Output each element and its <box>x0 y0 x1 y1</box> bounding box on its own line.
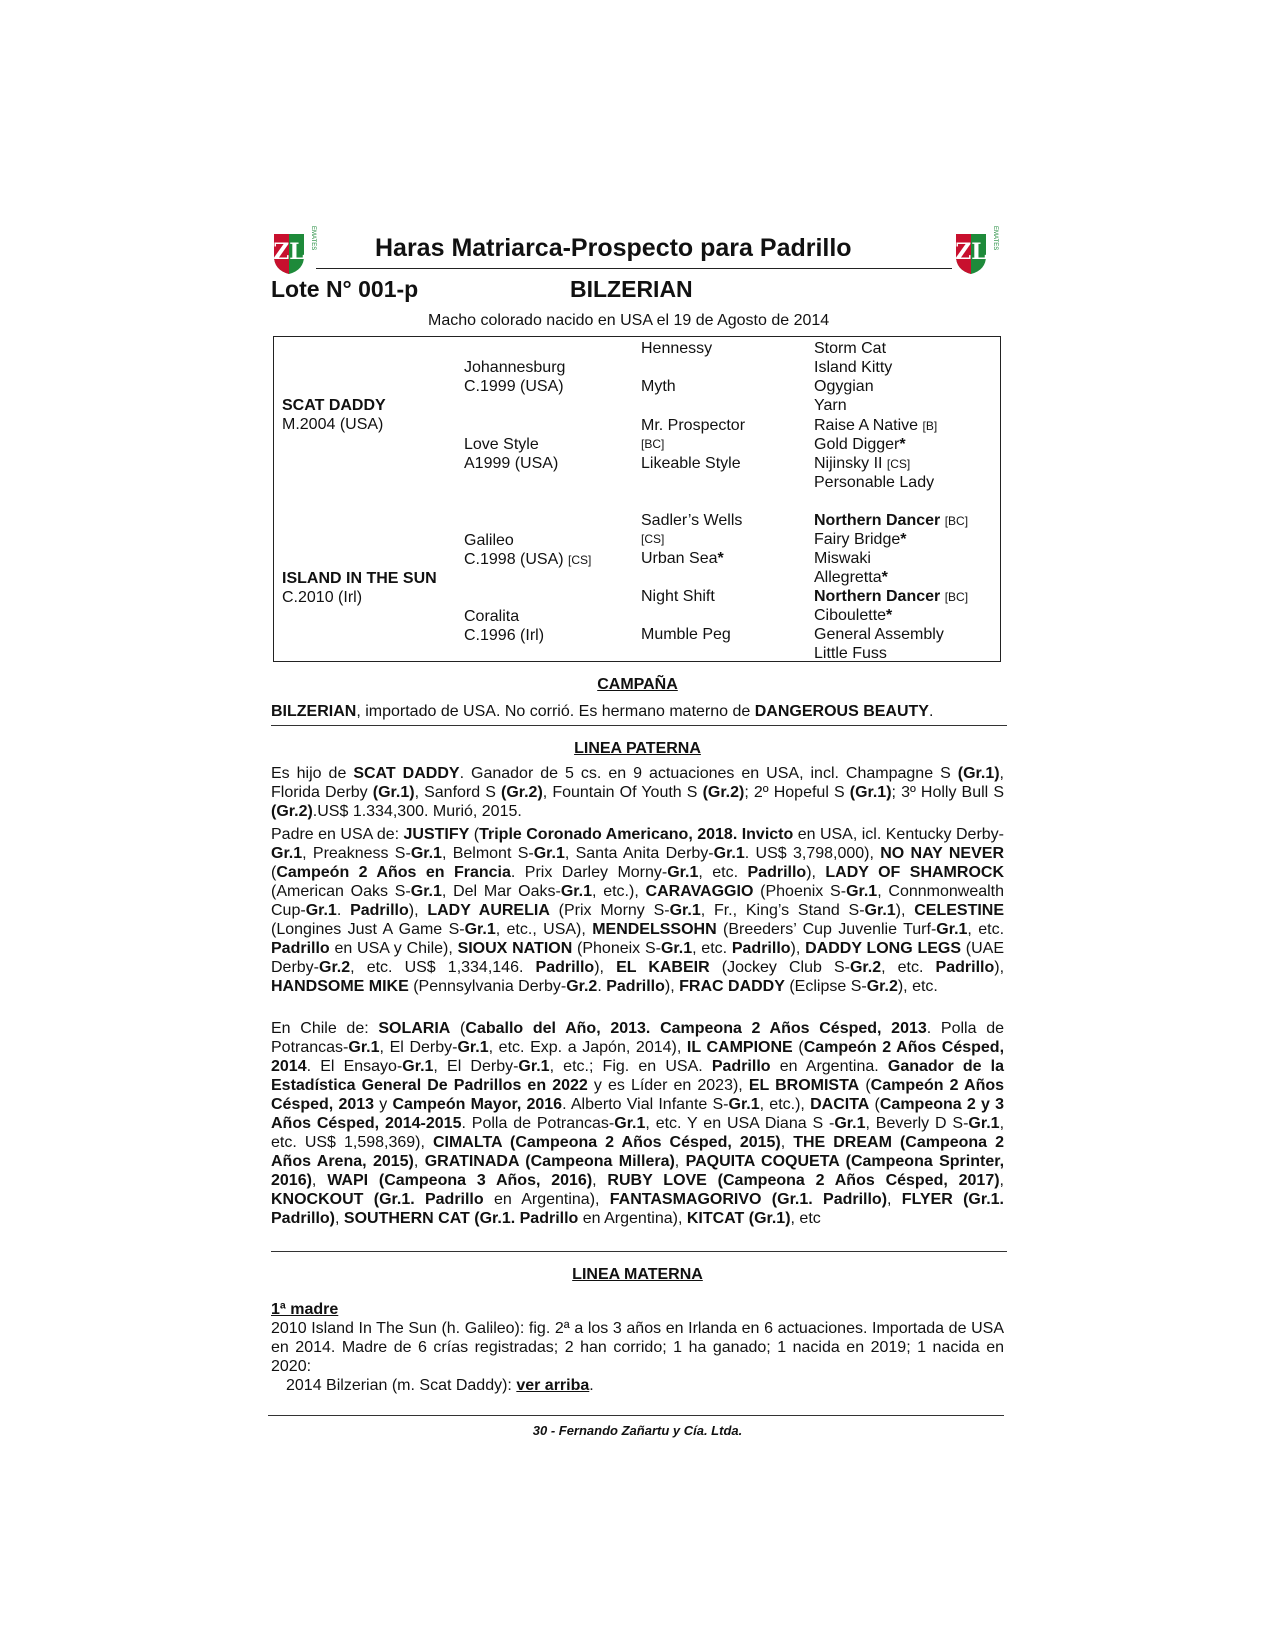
sire-info: M.2004 (USA) <box>282 416 384 433</box>
text-run: WAPI (Campeona 3 Años, 2016) <box>327 1172 593 1189</box>
text-run: Padrillo <box>747 864 807 881</box>
text-run: Padrillo <box>535 959 595 976</box>
text-run: IL CAMPIONE <box>686 1039 793 1056</box>
materna-heading: LINEA MATERNA <box>572 1266 703 1283</box>
text-run: EL BROMISTA <box>748 1077 860 1094</box>
g3-sadlers-wells: Sadler’s Wells <box>641 512 743 529</box>
text-run: , Fountain Of Youth S <box>542 784 703 801</box>
text-run: , Sanford S <box>414 784 501 801</box>
text-run: , etc. <box>698 864 748 881</box>
text-run: ( <box>469 826 480 843</box>
g3-urban-sea: Urban Sea* <box>641 550 724 567</box>
sire-dam-name: Love Style <box>464 436 539 453</box>
text-run: (Gr.2) <box>500 784 543 801</box>
text-run: SOLARIA <box>378 1020 451 1037</box>
text-run: NO NAY NEVER <box>880 845 1005 862</box>
text-run: , etc.), <box>592 883 646 900</box>
text-run: FRAC DADDY <box>679 978 785 995</box>
g4-island-kitty: Island Kitty <box>814 359 893 376</box>
text-run: Es hijo de <box>271 765 354 782</box>
text-run: , etc.; Fig. en USA. <box>549 1058 712 1075</box>
paterna-paragraph-2 <box>271 825 1004 996</box>
campana-text: BILZERIAN, importado de USA. No corrió. Es hermano materno de DANGEROUS BEAUTY. <box>271 703 934 720</box>
text-run: Gr.1 <box>348 1039 380 1056</box>
text-run: Gr.1 <box>305 902 337 919</box>
horse-name: BILZERIAN <box>570 276 693 302</box>
text-run: , <box>999 1172 1004 1189</box>
g3-myth: Myth <box>641 378 676 395</box>
text-run: ), <box>994 959 1005 976</box>
text-run: , Preakness S- <box>302 845 411 862</box>
text-run: ( <box>869 1096 880 1113</box>
text-run: Caballo del Año, 2013. Campeona 2 Años Césped, 2013 <box>465 1020 927 1037</box>
text-run: . Ganador de 5 cs. en 9 actuaciones en USA, incl. Champagne S <box>459 765 958 782</box>
text-run: ), <box>594 959 617 976</box>
text-run: (Eclipse S- <box>784 978 867 995</box>
text-run: (Gr.2) <box>271 803 313 820</box>
text-run: , El Derby- <box>433 1058 519 1075</box>
text-run: PAQUITA COQUETA (Campeona Sprinter, 2016) <box>271 1153 1005 1189</box>
footer-divider <box>268 1415 1004 1416</box>
text-run: Gr.1 <box>713 845 745 862</box>
text-run: , <box>335 1210 344 1227</box>
text-run: . Alberto Vial Infante S- <box>562 1096 729 1113</box>
g3-hennessy: Hennessy <box>641 340 713 357</box>
text-run: ( <box>859 1077 871 1094</box>
text-run: Gr.1 <box>660 940 693 957</box>
text-run: Padrillo <box>935 959 995 976</box>
text-run: . Prix Darley Morny- <box>510 864 668 881</box>
text-run: (Pennsylvania Derby- <box>408 978 567 995</box>
svg-text:REMATES: REMATES <box>992 226 998 251</box>
text-run: , <box>674 1153 686 1170</box>
text-run: , Beverly D S- <box>865 1115 969 1132</box>
offspring-entry: 2014 Bilzerian (m. Scat Daddy): ver arriba. <box>286 1377 594 1394</box>
g3-night-shift: Night Shift <box>641 588 715 605</box>
text-run: Campeón 2 Años Césped, 2013 <box>271 1077 1005 1113</box>
sire-dam-info: A1999 (USA) <box>464 455 559 472</box>
text-run: (Longines Just A Game S- <box>271 921 465 938</box>
text-run: , <box>780 1134 794 1151</box>
g4-fairy-bridge: Fairy Bridge* <box>814 531 907 548</box>
text-run: Campeón 2 Años Césped, 2014 <box>271 1039 1005 1075</box>
text-run: (Phoneix S- <box>572 940 661 957</box>
text-run: en Argentina. <box>770 1058 888 1075</box>
text-run: RUBY LOVE (Campeona 2 Años Césped, 2017) <box>607 1172 1000 1189</box>
g4-personable-lady: Personable Lady <box>814 474 935 491</box>
text-run: , <box>311 1172 328 1189</box>
text-run: Padre en USA de: <box>271 826 404 843</box>
text-run: , etc. Exp. a Japón, 2014), <box>488 1039 687 1056</box>
zl-remates-logo-right <box>950 226 1000 276</box>
text-run: (Gr.1) <box>957 765 1000 782</box>
text-run: EL KABEIR <box>616 959 710 976</box>
text-run: ; 2º Hopeful S <box>744 784 850 801</box>
text-run: Gr.1 <box>846 883 878 900</box>
text-run: DACITA <box>810 1096 870 1113</box>
text-run: , etc. US$ 1,334,146. <box>350 959 536 976</box>
text-run: DADDY LONG LEGS <box>805 940 962 957</box>
text-run: , etc. US$ 1,598,369), <box>271 1115 1005 1151</box>
text-run: . Polla de Potrancas- <box>271 1020 1004 1056</box>
paterna-paragraph-1 <box>271 764 1004 821</box>
text-run: , Florida Derby <box>271 765 1004 801</box>
page-title: Haras Matriarca-Prospecto para Padrillo <box>375 234 852 262</box>
zl-remates-logo-left <box>268 226 318 276</box>
text-run: , Santa Anita Derby- <box>564 845 714 862</box>
text-run: en Argentina), <box>483 1191 610 1208</box>
g4-ciboulette: Ciboulette* <box>814 607 893 624</box>
text-run: Gr.1 <box>464 921 496 938</box>
first-dam-label: 1ª madre <box>271 1301 339 1318</box>
text-run: Gr.1 <box>518 1058 550 1075</box>
svg-text:ZL: ZL <box>955 239 987 265</box>
text-run: JUSTIFY <box>403 826 470 843</box>
svg-text:ZL: ZL <box>273 239 305 265</box>
text-run: HANDSOME MIKE <box>271 978 409 995</box>
text-run: en Argentina), <box>578 1210 687 1227</box>
dam-info: C.2010 (Irl) <box>282 589 363 606</box>
paterna-paragraph-3 <box>271 1019 1004 1228</box>
text-run: ), etc. <box>897 978 938 995</box>
text-run: GRATINADA (Campeona Millera) <box>424 1153 675 1170</box>
g3-mr-prospector: Mr. Prospector <box>641 417 746 434</box>
g4-storm-cat: Storm Cat <box>814 340 887 357</box>
paterna-heading: LINEA PATERNA <box>574 740 701 757</box>
pedigree-table <box>273 336 1001 662</box>
text-run: Gr.1 <box>457 1039 489 1056</box>
text-run: Gr.1 <box>271 845 303 862</box>
text-run: SCAT DADDY <box>353 765 460 782</box>
text-run: , El Derby- <box>379 1039 458 1056</box>
dam-name: ISLAND IN THE SUN <box>282 570 437 587</box>
section-divider <box>271 1251 1007 1252</box>
dam-sire-name: Galileo <box>464 532 514 549</box>
g4-allegretta: Allegretta* <box>814 569 888 586</box>
first-dam-text: 2010 Island In The Sun (h. Galileo): fig. 2ª a los 3 años en Irlanda en 6 actuaciones. Importada de USA en 2014. Madre de 6 crías registradas; 2 han corrido; 1 ha ganado; 1 nacida en 2019; 1 nacida en 2020: <box>271 1320 1004 1375</box>
text-run: MENDELSSOHN <box>592 921 717 938</box>
text-run: ), <box>790 940 806 957</box>
text-run: . Polla de Potrancas- <box>461 1115 615 1132</box>
text-run: Gr.1 <box>614 1115 646 1132</box>
text-run: Gr.1 <box>533 845 565 862</box>
g4-gold-digger: Gold Digger* <box>814 436 906 453</box>
text-run: (Breeders’ Cup Juvenlie Turf- <box>716 921 937 938</box>
g3-sadlers-wells-tag: [CS] <box>641 532 665 546</box>
text-run: Gr.1 <box>560 883 592 900</box>
dam-dam-name: Coralita <box>464 608 520 625</box>
page-footer: 30 - Fernando Zañartu y Cía. Ltda. <box>532 1423 743 1438</box>
text-run: ), <box>806 864 826 881</box>
g3-mr-prospector-tag: [BC] <box>641 437 665 451</box>
text-run: Gr.1 <box>669 902 701 919</box>
text-run: ( <box>450 1020 466 1037</box>
text-run: Gr.1 <box>410 845 442 862</box>
text-run: Padrillo <box>271 940 330 957</box>
sire-sire-info: C.1999 (USA) <box>464 378 564 395</box>
text-run: , Fr., King’s Stand S- <box>700 902 865 919</box>
text-run: ), <box>664 978 680 995</box>
text-run: , <box>887 1191 902 1208</box>
text-run: Gr.2 <box>849 959 882 976</box>
text-run: CARAVAGGIO <box>645 883 754 900</box>
text-run: , Connmonwealth Cup- <box>271 883 1005 919</box>
text-run: y <box>374 1096 393 1113</box>
text-run: SOUTHERN CAT (Gr.1. Padrillo <box>343 1210 579 1227</box>
text-run: CIMALTA (Campeona 2 Años Césped, 2015) <box>432 1134 781 1151</box>
text-run: . <box>597 978 607 995</box>
text-run: en USA y Chile), <box>329 940 458 957</box>
section-divider <box>271 725 1007 726</box>
lot-number: Lote N° 001-p <box>271 276 419 302</box>
text-run: en USA, icl. Kentucky Derby- <box>793 826 1005 843</box>
text-run: Padrillo <box>731 940 791 957</box>
g4-ogygian: Ogygian <box>814 378 874 395</box>
text-run: (UAE Derby- <box>271 940 1005 976</box>
text-run: THE DREAM (Campeona 2 Años Arena, 2015) <box>271 1134 1004 1170</box>
g4-northern-dancer-2: Northern Dancer [BC] <box>814 588 969 605</box>
text-run: (Gr.2) <box>702 784 745 801</box>
text-run: SIOUX NATION <box>457 940 573 957</box>
text-run: Campeón Mayor, 2016 <box>392 1096 563 1113</box>
text-run: , etc. <box>881 959 936 976</box>
text-run: , etc.), <box>759 1096 811 1113</box>
text-run: (Phoenix S- <box>753 883 847 900</box>
g4-yarn: Yarn <box>814 397 847 414</box>
text-run: Gr.1 <box>968 1115 1000 1132</box>
text-run: , <box>592 1172 608 1189</box>
text-run: (Gr.1) <box>849 784 892 801</box>
text-run: Gr.2 <box>319 959 351 976</box>
g4-little-fuss: Little Fuss <box>814 645 887 662</box>
text-run: Gr.2 <box>866 978 898 995</box>
text-run: KITCAT (Gr.1) <box>686 1210 791 1227</box>
g4-northern-dancer-1: Northern Dancer [BC] <box>814 512 969 529</box>
text-run: Campeón 2 Años en Francia <box>276 864 511 881</box>
g4-general-assembly: General Assembly <box>814 626 944 643</box>
text-run: . <box>336 902 351 919</box>
text-run: , etc. Y en USA Diana S - <box>645 1115 835 1132</box>
text-run: Ganador de la Estadística General De Padrillos en 2022 <box>271 1058 1004 1094</box>
text-run: Gr.1 <box>402 1058 434 1075</box>
text-run: . El Ensayo- <box>306 1058 403 1075</box>
text-run: (Gr.1) <box>372 784 415 801</box>
text-run: , etc <box>790 1210 821 1227</box>
text-run: . US$ 3,798,000), <box>744 845 881 862</box>
text-run: ), <box>895 902 915 919</box>
text-run: ), <box>408 902 428 919</box>
dam-sire-info: C.1998 (USA) [CS] <box>464 551 592 568</box>
text-run: ( <box>792 1039 804 1056</box>
text-run: FLYER (Gr.1. Padrillo) <box>271 1191 1004 1227</box>
text-run: ; 3º Holly Bull S <box>891 784 1004 801</box>
ver-arriba-link[interactable]: ver arriba <box>516 1377 590 1394</box>
text-run: (American Oaks S- <box>271 883 411 900</box>
text-run: , etc., USA), <box>495 921 593 938</box>
campana-heading: CAMPAÑA <box>597 676 678 693</box>
g4-raise-a-native: Raise A Native [B] <box>814 417 938 434</box>
g4-miswaki: Miswaki <box>814 550 871 567</box>
horse-description: Macho colorado nacido en USA el 19 de Agosto de 2014 <box>428 312 830 329</box>
text-run: , <box>413 1153 425 1170</box>
text-run: LADY AURELIA <box>427 902 550 919</box>
svg-text:REMATES: REMATES <box>310 226 316 251</box>
text-run: KNOCKOUT (Gr.1. Padrillo <box>271 1191 484 1208</box>
text-run: , etc. <box>967 921 1005 938</box>
text-run: Gr.1 <box>834 1115 866 1132</box>
text-run: Triple Coronado Americano, 2018. Invicto <box>479 826 794 843</box>
text-run: Gr.1 <box>936 921 968 938</box>
text-run: .US$ 1.334,300. Murió, 2015. <box>312 803 522 820</box>
text-run: LADY OF SHAMROCK <box>825 864 1004 881</box>
text-run: (Jockey Club S- <box>709 959 850 976</box>
g3-mumble-peg: Mumble Peg <box>641 626 731 643</box>
text-run: , Del Mar Oaks- <box>441 883 561 900</box>
text-run: Gr.1 <box>728 1096 760 1113</box>
sire-sire-name: Johannesburg <box>464 359 566 376</box>
header-divider <box>316 268 952 269</box>
text-run: ( <box>271 864 277 881</box>
dam-dam-info: C.1996 (Irl) <box>464 627 545 644</box>
text-run: Gr.1 <box>667 864 699 881</box>
g3-likeable-style: Likeable Style <box>641 455 741 472</box>
text-run: (Prix Morny S- <box>549 902 670 919</box>
text-run: Campeona 2 y 3 Años Césped, 2014-2015 <box>271 1096 1004 1132</box>
text-run: , etc. <box>692 940 732 957</box>
text-run: Padrillo <box>711 1058 771 1075</box>
g4-nijinsky: Nijinsky II [CS] <box>814 455 911 472</box>
text-run: y es Líder en 2023), <box>587 1077 749 1094</box>
text-run: Padrillo <box>606 978 665 995</box>
sire-name: SCAT DADDY <box>282 397 386 414</box>
text-run: En Chile de: <box>271 1020 379 1037</box>
text-run: Padrillo <box>350 902 409 919</box>
text-run: Gr.1 <box>864 902 896 919</box>
text-run: , Belmont S- <box>441 845 534 862</box>
text-run: Gr.1 <box>410 883 442 900</box>
text-run: FANTASMAGORIVO (Gr.1. Padrillo) <box>609 1191 888 1208</box>
text-run: Gr.2 <box>566 978 598 995</box>
text-run: CELESTINE <box>914 902 1005 919</box>
